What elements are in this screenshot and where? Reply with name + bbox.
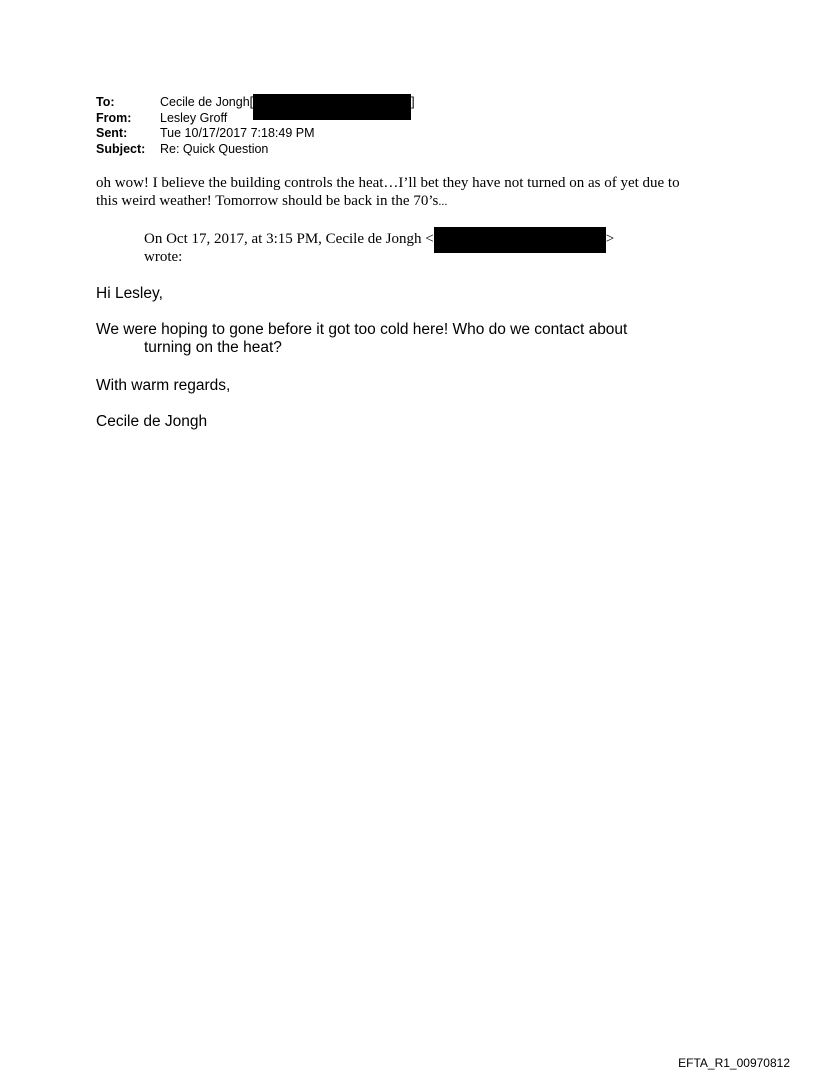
reply-line-2-text: this weird weather! Tomorrow should be back in the 70’s xyxy=(96,193,439,209)
original-closing: With warm regards, xyxy=(96,377,231,394)
document-id: EFTA_R1_00970812 xyxy=(678,1056,790,1070)
sent-row xyxy=(96,126,415,142)
quote-attribution-suffix: > xyxy=(605,231,615,247)
redaction-box xyxy=(434,227,606,253)
quote-attribution-prefix: On Oct 17, 2017, at 3:15 PM, Cecile de Jongh < xyxy=(144,231,434,247)
quote-attribution-line-1 xyxy=(144,230,614,248)
original-body xyxy=(96,321,716,357)
reply-line-1: oh wow! I believe the building controls the heat…I’ll bet they have not turned on as of yet due to xyxy=(96,175,680,191)
reply-line-2 xyxy=(96,192,736,210)
email-header xyxy=(96,95,415,157)
to-row xyxy=(96,95,415,111)
redaction-box xyxy=(253,94,411,120)
subject-value: Re: Quick Question xyxy=(160,141,269,156)
from-label: From: xyxy=(96,110,132,125)
sent-value: Tue 10/17/2017 7:18:49 PM xyxy=(160,126,315,140)
reply-body xyxy=(96,174,736,210)
quote-attribution-line-2: wrote: xyxy=(144,249,183,265)
sent-label: Sent: xyxy=(96,126,128,140)
subject-label: Subject: xyxy=(96,141,146,156)
subject-row xyxy=(96,142,415,158)
reply-line-2-ellipsis: ... xyxy=(438,194,448,208)
original-body-line-2: turning on the heat? xyxy=(144,339,282,356)
original-greeting: Hi Lesley, xyxy=(96,285,163,302)
quote-attribution xyxy=(144,230,614,266)
to-label: To: xyxy=(96,95,115,109)
to-value: Cecile de Jongh[ xyxy=(160,95,254,109)
from-value: Lesley Groff xyxy=(160,110,228,125)
original-signature: Cecile de Jongh xyxy=(96,413,208,430)
original-body-line-1: We were hoping to gone before it got too cold here! Who do we contact about xyxy=(96,321,628,338)
to-value-suffix: ] xyxy=(411,95,415,109)
